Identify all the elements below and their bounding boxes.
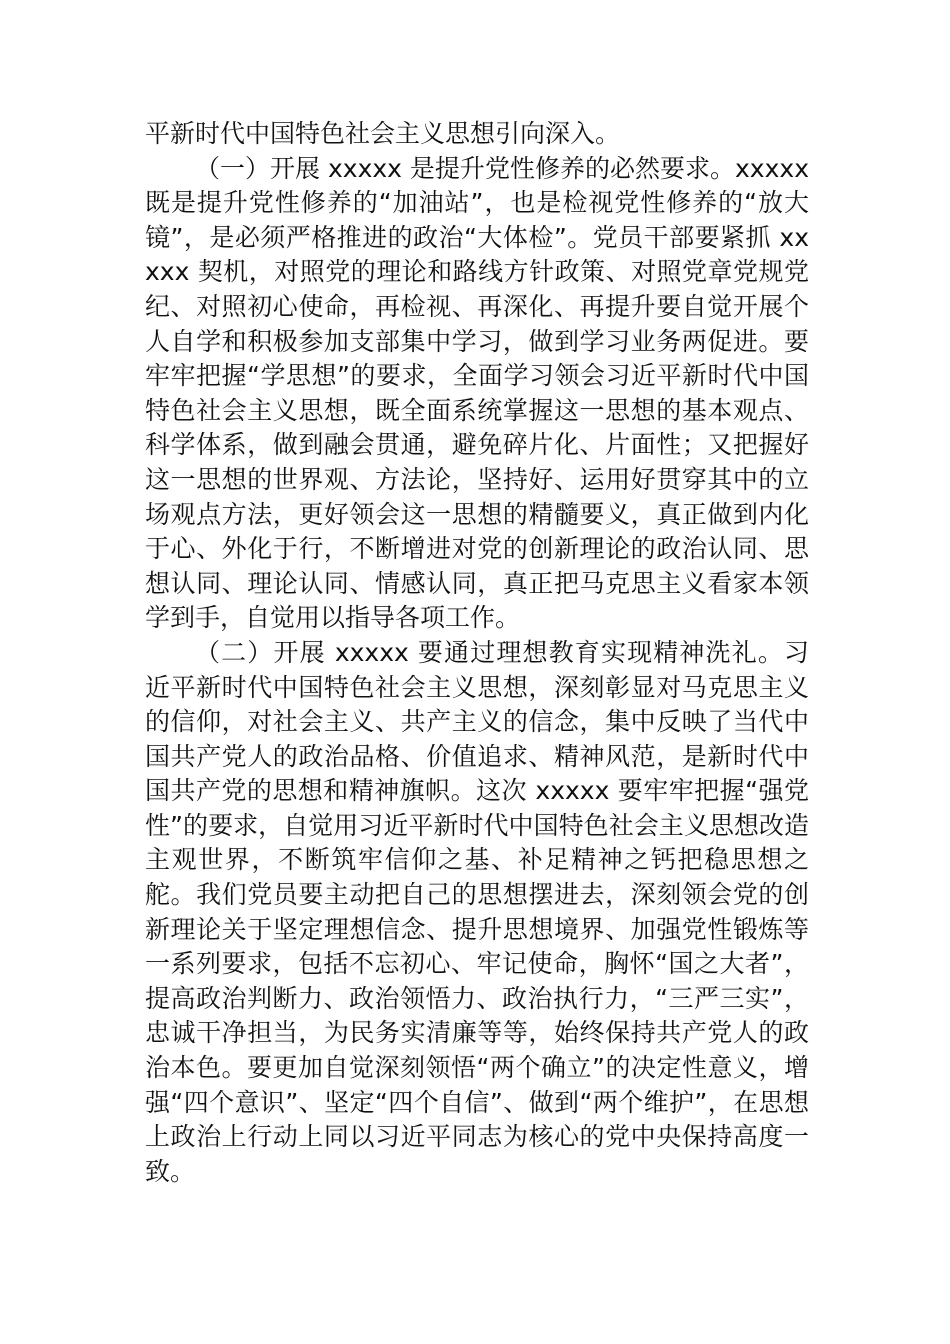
paragraph-section-one: （一）开展 xxxxx 是提升党性修养的必然要求。xxxxx 既是提升党性修养的“加油站”，也是检视党性修养的“放大镜”，是必须严格推进的政治“大体检”。党员干部要紧抓 xxxxx 契机，对照党的理论和路线方针政策、对照党章党规党纪、对照初心使命，再检视、再深化、再提升要自觉开展个人自学和积极参加支部集中学习，做到学习业务两促进。要牢牢把握“学思想”的要求，全面学习领会习近平新时代中国特色社会主义思想，既全面系统掌握这一思想的基本观点、科学体系，做到融会贯通，避免碎片化、片面性；又把握好这一思想的世界观、方法论，坚持好、运用好贯穿其中的立场观点方法，更好领会这一思想的精髓要义，真正做到内化于心、外化于行，不断增进对党的创新理论的政治认同、思想认同、理论认同、情感认同，真正把马克思主义看家本领学到手，自觉用以指导各项工作。 — [145, 153, 809, 633]
document-page — [145, 117, 809, 1189]
paragraph-section-two: （二）开展 xxxxx 要通过理想教育实现精神洗礼。习近平新时代中国特色社会主义思想，深刻彰显对马克思主义的信仰，对社会主义、共产主义的信念，集中反映了当代中国共产党人的政治品格、价值追求、精神风范，是新时代中国共产党的思想和精神旗帜。这次 xxxxx 要牢牢把握“强党性”的要求，自觉用习近平新时代中国特色社会主义思想改造主观世界，不断筑牢信仰之基、补足精神之钙把稳思想之舵。我们党员要主动把自己的思想摆进去，深刻领会党的创新理论关于坚定理想信念、提升思想境界、加强党性锻炼等一系列要求，包括不忘初心、牢记使命，胸怀“国之大者”，提高政治判断力、政治领悟力、政治执行力，“三严三实”，忠诚干净担当，为民务实清廉等等，始终保持共产党人的政治本色。要更加自觉深刻领悟“两个确立”的决定性意义，增强“四个意识”、坚定“四个自信”、做到“两个维护”，在思想上政治上行动上同以习近平同志为核心的党中央保持高度一致。 — [145, 637, 809, 1186]
paragraph-continuation: 平新时代中国特色社会主义思想引向深入。 — [145, 119, 621, 148]
